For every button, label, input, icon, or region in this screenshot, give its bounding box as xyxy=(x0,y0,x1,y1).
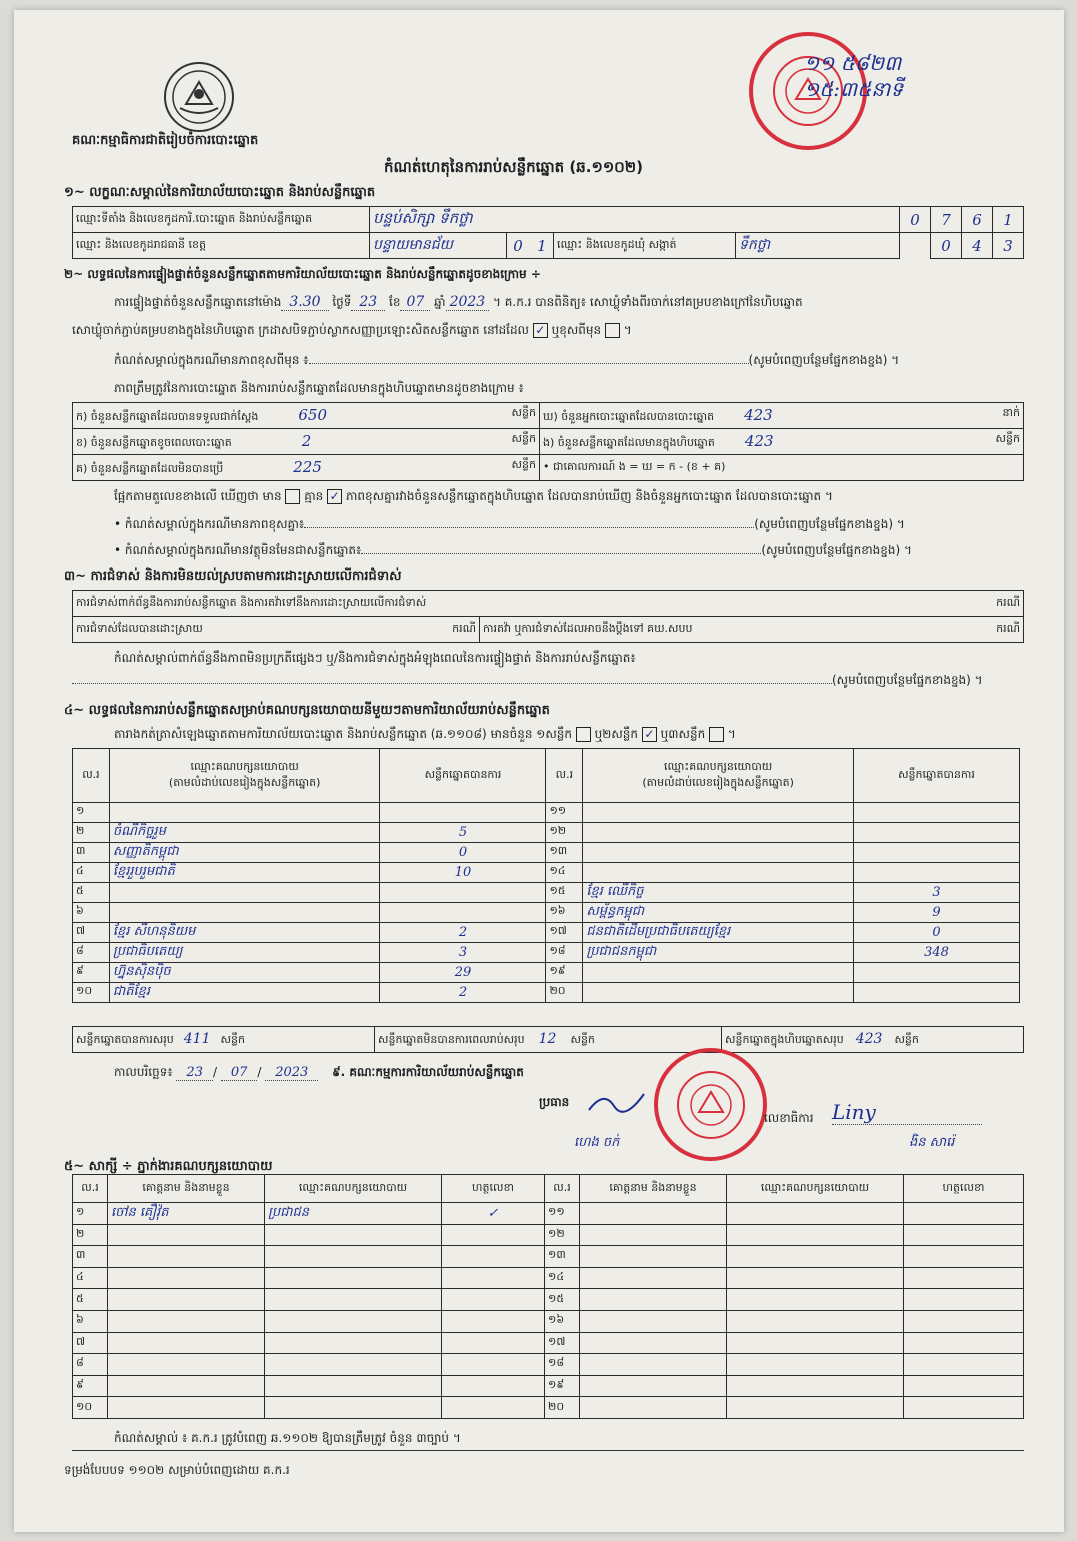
witness-signature xyxy=(904,1375,1024,1397)
witness-name xyxy=(108,1397,265,1419)
witness-party xyxy=(265,1289,442,1311)
col-name: គោត្តនាម និងនាមខ្លួន xyxy=(580,1175,727,1203)
has-difference-checkbox[interactable] xyxy=(285,489,300,504)
row-no: ១២ xyxy=(545,1224,580,1246)
witness-name xyxy=(580,1375,727,1397)
witness-row xyxy=(73,1332,1024,1354)
vote-count: 0 xyxy=(853,922,1019,942)
party-name: ហ្វ៊ុនស៊ិនប៉ិច xyxy=(109,962,380,982)
witness-signature xyxy=(904,1246,1024,1268)
row-spoiled: ខ) ចំនួនសន្លឹកឆ្នោតខូចពេលបោះឆ្នោត 2 សន្លឹក xyxy=(73,429,540,455)
party-name xyxy=(583,862,854,882)
section5-heading: ៥~ សាក្សី ÷ ភ្នាក់ងារគណបក្សនយោបាយ xyxy=(64,1159,273,1174)
received-value: 650 xyxy=(298,405,327,424)
witness-row xyxy=(73,1224,1024,1246)
row-no: ១៤ xyxy=(545,1267,580,1289)
spoiled-value: 2 xyxy=(301,431,312,450)
row-no: ១៣ xyxy=(546,842,583,862)
witness-signature xyxy=(442,1224,545,1246)
month-value: 07 xyxy=(400,294,430,311)
form-footer: ទម្រង់បែបបទ ១១០២ សម្រាប់បំពេញដោយ គ.ក.រ xyxy=(64,1463,290,1477)
accuracy-intro: ភាពត្រឹមត្រូវនៃការបោះឆ្នោត និងការរាប់សន្លឹកឆ្នោតដែលមានក្នុងហិបឆ្នោតមានដូចខាងក្រោម ៖ xyxy=(114,381,524,395)
witness-party xyxy=(727,1310,904,1332)
witness-party xyxy=(265,1246,442,1268)
witness-name xyxy=(580,1289,727,1311)
col-votes: សន្លឹកឆ្នោតបានការ xyxy=(853,749,1019,803)
witness-party xyxy=(727,1332,904,1354)
results-row xyxy=(73,803,1020,823)
objection-table xyxy=(72,590,1024,643)
vote-count xyxy=(853,962,1019,982)
row-no: ១៩ xyxy=(546,962,583,982)
location-table xyxy=(72,206,1024,259)
party-name xyxy=(109,803,380,823)
vote-count: 10 xyxy=(380,862,546,882)
org-name: គណៈកម្មាធិការជាតិរៀបចំការបោះឆ្នោត xyxy=(72,133,259,148)
party-name: ខ្មែរ ឈើកិច្ច xyxy=(583,882,854,902)
one-sheet-checkbox[interactable] xyxy=(576,727,591,742)
day-value: 23 xyxy=(351,294,385,311)
verification-line-2: សោឃ្លុំចាក់ភ្ជាប់គម្របខាងក្នុងនៃហិបឆ្នោត ក្រដាសបិទភ្ជាប់ស្លាកសញ្ញាប្រឡោះសិតសន្លឹកឆ្នោត នៅដដែល ✓ ឬខុសពីមុន ។ xyxy=(72,323,632,337)
party-name xyxy=(583,962,854,982)
witness-signature xyxy=(442,1354,545,1376)
witness-signature xyxy=(904,1203,1024,1225)
witness-signature xyxy=(442,1375,545,1397)
witness-row xyxy=(73,1203,1024,1225)
section3-heading: ៣~ ការជំទាស់ និងការមិនយល់ស្របតាមការដោះស្រាយលើការជំទាស់ xyxy=(64,569,402,584)
bullet-foreign-object: • កំណត់សម្គាល់ក្នុងករណីមានវត្ថុមិនមែនជាសន្លឹកឆ្នោត៖ (សូមបំពេញបន្ថែមផ្នែកខាងខ្នង) ។ xyxy=(114,543,912,557)
secretary-label: លេខាធិការ xyxy=(764,1111,814,1125)
witness-party xyxy=(727,1375,904,1397)
objection-note-fill: (សូមបំពេញបន្ថែមផ្នែកខាងខ្នង) ។ xyxy=(72,672,1022,690)
footer-divider xyxy=(72,1450,1024,1451)
col-no: ល.រ xyxy=(73,749,110,803)
witness-party xyxy=(727,1267,904,1289)
party-name: ខ្មែរ សីហនុនិយម xyxy=(109,922,380,942)
witness-name: ចៅន គឿវ៉ុត xyxy=(108,1203,265,1225)
witness-signature xyxy=(904,1267,1024,1289)
vote-count xyxy=(853,803,1019,823)
total-valid: សន្លឹកឆ្នោតបានការសរុប 411 សន្លឹក xyxy=(73,1027,375,1053)
witness-signature xyxy=(904,1289,1024,1311)
witness-row xyxy=(73,1375,1024,1397)
vote-count: 29 xyxy=(380,962,546,982)
row-no: ៤ xyxy=(73,1267,108,1289)
witness-party xyxy=(727,1203,904,1225)
year-value: 2023 xyxy=(446,294,490,311)
vote-count xyxy=(380,803,546,823)
row-in-box: ង) ចំនួនសន្លឹកឆ្នោតដែលមានក្នុងហិបឆ្នោត 423 សន្លឹក xyxy=(540,429,1024,455)
party-name: សម្ព័ន្ធកម្ពុជា xyxy=(583,902,854,922)
vote-count: 5 xyxy=(380,822,546,842)
witness-signature xyxy=(442,1246,545,1268)
results-row xyxy=(73,922,1020,942)
witness-name xyxy=(108,1224,265,1246)
chair-name: ហេង ចក់ xyxy=(574,1135,620,1150)
vote-count: 348 xyxy=(853,942,1019,962)
col-sign: ហត្ថលេខា xyxy=(442,1175,545,1203)
witness-party xyxy=(265,1397,442,1419)
witness-party xyxy=(265,1224,442,1246)
total-invalid: សន្លឹកឆ្នោតមិនបានការពេលរាប់សរុប 12 សន្លឹក xyxy=(375,1027,722,1053)
col-party: ឈ្មោះគណបក្សនយោបាយ (តាមលំដាប់លេខរៀងក្នុងសន្លឹកឆ្នោត) xyxy=(109,749,380,803)
witness-row xyxy=(73,1397,1024,1419)
secretary-signature: Liny xyxy=(832,1100,982,1125)
witness-signature xyxy=(904,1397,1024,1419)
location-code-digit: 7 xyxy=(931,207,962,233)
party-name xyxy=(109,902,380,922)
location-code-digit: 0 xyxy=(900,207,931,233)
witness-row xyxy=(73,1310,1024,1332)
witness-name xyxy=(108,1375,265,1397)
total-valid-value: 411 xyxy=(183,1030,211,1047)
committee-stamp-icon xyxy=(654,1048,767,1161)
row-no: ១ xyxy=(73,803,110,823)
row-no: ១៨ xyxy=(545,1354,580,1376)
witness-row xyxy=(73,1289,1024,1311)
witness-signature xyxy=(904,1354,1024,1376)
row-no: ១២ xyxy=(546,822,583,842)
row-no: ៧ xyxy=(73,922,110,942)
results-row xyxy=(73,882,1020,902)
row-no: ១៧ xyxy=(546,922,583,942)
witness-party: ប្រជាជន xyxy=(265,1203,442,1225)
row-no: ៣ xyxy=(73,1246,108,1268)
different-checkbox[interactable] xyxy=(605,323,620,338)
secretary-name: ងិន សារ៉េ xyxy=(909,1135,955,1150)
row-no: ១៦ xyxy=(546,902,583,922)
results-row xyxy=(73,962,1020,982)
vote-count xyxy=(853,982,1019,1002)
no-difference-checkbox[interactable]: ✓ xyxy=(327,489,342,504)
col-party: ឈ្មោះគណបក្សនយោបាយ (តាមលំដាប់លេខរៀងក្នុងសន្លឹកឆ្នោត) xyxy=(583,749,854,803)
witness-signature xyxy=(442,1267,545,1289)
difference-note-line: កំណត់សម្គាល់ក្នុងករណីមានភាពខុសពីមុន ៖ (សូមបំពេញបន្ថែមផ្នែកខាងខ្នង) ។ xyxy=(114,353,900,367)
row-no: ៨ xyxy=(73,942,110,962)
row-no: ១៧ xyxy=(545,1332,580,1354)
witness-name xyxy=(108,1267,265,1289)
vote-count xyxy=(853,862,1019,882)
row-unused: គ) ចំនួនសន្លឹកឆ្នោតដែលមិនបានប្រើ 225 សន្លឹក xyxy=(73,455,540,481)
voters-value: 423 xyxy=(744,405,773,424)
unused-value: 225 xyxy=(293,457,322,476)
party-name: ខ្មែររួបរួមជាតិ xyxy=(109,862,380,882)
bullet-difference: • កំណត់សម្គាល់ក្នុងករណីមានភាពខុសគ្នា៖ (សូមបំពេញបន្ថែមផ្នែកខាងខ្នង) ។ xyxy=(114,517,905,531)
location-label: ឈ្មោះទីតាំង និងលេខកូដការិ.បោះឆ្នោត និងរាប់សន្លឹកឆ្នោត xyxy=(73,207,370,233)
witness-name xyxy=(108,1246,265,1268)
results-row xyxy=(73,862,1020,882)
commune-code-digit: 0 xyxy=(931,233,962,259)
witness-row xyxy=(73,1246,1024,1268)
witness-row xyxy=(73,1354,1024,1376)
row-no: ១៩ xyxy=(545,1375,580,1397)
party-name xyxy=(583,822,854,842)
results-row xyxy=(73,822,1020,842)
witness-signature xyxy=(904,1310,1024,1332)
vote-count: 2 xyxy=(380,982,546,1002)
witness-signature xyxy=(442,1310,545,1332)
witness-party xyxy=(727,1289,904,1311)
col-votes: សន្លឹកឆ្នោតបានការ xyxy=(380,749,546,803)
section4-heading: ៤~ លទ្ធផលនៃការរាប់សន្លឹកឆ្នោតសម្រាប់គណបក្សនយោបាយនីមួយៗតាមការិយាល័យរាប់សន្លឹកឆ្នោត xyxy=(64,703,550,718)
witness-name xyxy=(580,1310,727,1332)
row-no: ១១ xyxy=(545,1203,580,1225)
province-label: ឈ្មោះ និងលេខកូដរាជធានី ខេត្ត xyxy=(73,233,370,259)
row-received: ក) ចំនួនសន្លឹកឆ្នោតដែលបានទទួលជាក់ស្តែង 650 សន្លឹក xyxy=(73,403,540,429)
party-name xyxy=(583,842,854,862)
witness-name xyxy=(580,1267,727,1289)
row-no: ៩ xyxy=(73,1375,108,1397)
witness-signature xyxy=(442,1289,545,1311)
location-value: បន្ទប់សិក្សា ទឹកថ្លា xyxy=(370,207,900,233)
total-invalid-value: 12 xyxy=(538,1030,557,1047)
vote-count: 0 xyxy=(380,842,546,862)
witness-party xyxy=(265,1375,442,1397)
date-year: 2023 xyxy=(265,1065,318,1081)
row-no: ៩ xyxy=(73,962,110,982)
row-no: ៥ xyxy=(73,1289,108,1311)
witness-name xyxy=(108,1310,265,1332)
form-sheet xyxy=(14,10,1064,1532)
party-name: ជនជាតិដើមប្រជាធិបតេយ្យខ្មែរ xyxy=(583,922,854,942)
commune-code-digit: 4 xyxy=(962,233,993,259)
witness-signature xyxy=(904,1332,1024,1354)
witness-name xyxy=(108,1289,265,1311)
objection-resolved: ការជំទាស់ដែលបានដោះស្រាយ ករណី xyxy=(73,617,480,643)
chair-label: ប្រធាន xyxy=(539,1095,570,1109)
date-line: កាលបរិច្ឆេទ៖ 23 / 07 / 2023 ៩. គណៈកម្មការការិយាល័យរាប់សន្លឹកឆ្នោត xyxy=(114,1065,524,1080)
chair-signature-icon xyxy=(584,1086,654,1116)
date-day: 23 xyxy=(176,1065,213,1081)
row-no: ២០ xyxy=(546,982,583,1002)
results-row xyxy=(73,982,1020,1002)
row-no: ១៤ xyxy=(546,862,583,882)
col-no: ល.រ xyxy=(545,1175,580,1203)
vote-count: 3 xyxy=(853,882,1019,902)
commune-value: ទឹកថ្លា xyxy=(736,233,900,259)
tally-sheet-line: តារាងកត់ត្រាសំឡេងឆ្នោតតាមការិយាល័យបោះឆ្នោត និងរាប់សន្លឹកឆ្នោត (ឆ.១១០៨) មានចំនួន ១សន្លឹក ឬ២សន្លឹក ✓ ឬ៣សន្លឹក ។ xyxy=(114,727,736,741)
row-no: ៧ xyxy=(73,1332,108,1354)
two-sheet-checkbox[interactable]: ✓ xyxy=(642,727,657,742)
party-name xyxy=(109,882,380,902)
results-row xyxy=(73,842,1020,862)
objection-row-1: ការជំទាស់ពាក់ព័ន្ធនឹងការរាប់សន្លឹកឆ្នោត និងការតវ៉ាទៅនឹងការដោះស្រាយលើការជំទាស់ ករណី xyxy=(73,591,1024,617)
witness-party xyxy=(265,1354,442,1376)
witness-name xyxy=(580,1354,727,1376)
row-no: ៣ xyxy=(73,842,110,862)
row-voters: ឃ) ចំនួនអ្នកបោះឆ្នោតដែលបានបោះឆ្នោត 423 នាក់ xyxy=(540,403,1024,429)
col-no: ល.រ xyxy=(546,749,583,803)
party-name: ប្រជាជនកម្ពុជា xyxy=(583,942,854,962)
row-no: ១០ xyxy=(73,982,110,1002)
col-name: គោត្តនាម និងនាមខ្លួន xyxy=(108,1175,265,1203)
three-sheet-checkbox[interactable] xyxy=(709,727,724,742)
witness-name xyxy=(580,1246,727,1268)
col-sign: ហត្ថលេខា xyxy=(904,1175,1024,1203)
witness-party xyxy=(265,1267,442,1289)
row-no: ១៥ xyxy=(546,882,583,902)
row-no: ២ xyxy=(73,822,110,842)
province-value: បន្ទាយមានជ័យ xyxy=(370,233,507,259)
witness-row xyxy=(73,1267,1024,1289)
same-checkbox[interactable]: ✓ xyxy=(533,323,548,338)
row-no: ៥ xyxy=(73,882,110,902)
witness-signature xyxy=(442,1397,545,1419)
row-no: ១៦ xyxy=(545,1310,580,1332)
form-title: កំណត់ហេតុនៃការរាប់សន្លឹកឆ្នោត (ឆ.១១០២) xyxy=(384,158,644,176)
witness-name xyxy=(108,1354,265,1376)
witness-signature: ✓ xyxy=(442,1203,545,1225)
party-name: ចំណីកិច្ចរួម xyxy=(109,822,380,842)
row-formula: • ជាគោលការណ៍ ង = ឃ = ក - (ខ + គ) xyxy=(540,455,1024,481)
witness-name xyxy=(580,1397,727,1419)
vote-count xyxy=(853,842,1019,862)
time-value: 3.30 xyxy=(281,294,328,311)
total-in-box: សន្លឹកឆ្នោតក្នុងហិបឆ្នោតសរុប 423 សន្លឹក xyxy=(722,1027,1024,1053)
verification-line: ការផ្ទៀងផ្ទាត់ចំនួនសន្លឹកឆ្នោតនៅម៉ោង 3.30 ថ្ងៃទី 23 ខែ 07 ឆ្នាំ 2023 ។ គ.ក.រ បានពិនិត្យ៖ សោឃ្លុំទាំងពីរចាក់នៅគម្របខាងក្រៅនៃហិបឆ្នោត xyxy=(114,294,803,310)
witness-party xyxy=(265,1332,442,1354)
row-no: ១៥ xyxy=(545,1289,580,1311)
row-no: ៦ xyxy=(73,902,110,922)
footnote: កំណត់សម្គាល់ ៖ គ.ក.រ ត្រូវបំពេញ ឆ.១១០២ ឱ្យបានត្រឹមត្រូវ ចំនួន ៣ច្បាប់ ។ xyxy=(114,1431,461,1445)
witness-party xyxy=(727,1354,904,1376)
vote-count xyxy=(380,882,546,902)
col-party: ឈ្មោះគណបក្សនយោបាយ xyxy=(265,1175,442,1203)
witness-party xyxy=(265,1310,442,1332)
witness-name xyxy=(580,1224,727,1246)
section2-heading: ២~ លទ្ធផលនៃការផ្ទៀងផ្ទាត់ចំនួនសន្លឹកឆ្នោតតាមការិយាល័យបោះឆ្នោត និងរាប់សន្លឹកឆ្នោតដូចខាងក្រោម ÷ xyxy=(64,267,541,281)
section1-heading: ១~ លក្ខណៈសម្គាល់នៃការិយាល័យបោះឆ្នោត និងរាប់សន្លឹកឆ្នោត xyxy=(64,185,376,200)
row-no: ៦ xyxy=(73,1310,108,1332)
results-row xyxy=(73,902,1020,922)
row-no: ៨ xyxy=(73,1354,108,1376)
row-no: ១ xyxy=(73,1203,108,1225)
party-name xyxy=(583,803,854,823)
province-code: 0 1 xyxy=(507,233,554,259)
party-name: ជាតិខ្មែរ xyxy=(109,982,380,1002)
witness-name xyxy=(580,1332,727,1354)
date-month: 07 xyxy=(221,1065,258,1081)
objection-note: កំណត់សម្គាល់ពាក់ព័ន្ធនឹងភាពមិនប្រក្រតីផ្សេងៗ ឬ/និងការជំទាស់ក្នុងអំឡុងពេលនៃការផ្ទៀងផ្ទាត់ និងការរាប់សន្លឹកឆ្នោត៖ xyxy=(114,651,636,665)
commune-label: ឈ្មោះ និងលេខកូដឃុំ សង្កាត់ xyxy=(554,233,736,259)
col-no: ល.រ xyxy=(73,1175,108,1203)
vote-count: 2 xyxy=(380,922,546,942)
witness-party xyxy=(727,1397,904,1419)
witness-party xyxy=(727,1224,904,1246)
row-no: ១០ xyxy=(73,1397,108,1419)
party-name xyxy=(583,982,854,1002)
location-code-digit: 1 xyxy=(993,207,1024,233)
nec-emblem-icon xyxy=(164,62,234,132)
ballot-count-table xyxy=(72,402,1024,481)
witness-party xyxy=(727,1246,904,1268)
witness-name xyxy=(580,1203,727,1225)
results-row xyxy=(73,942,1020,962)
witness-signature xyxy=(442,1332,545,1354)
commune-code-digit: 3 xyxy=(993,233,1024,259)
row-no: ១៣ xyxy=(545,1246,580,1268)
party-name: សញ្ញាតិកម្ពុជា xyxy=(109,842,380,862)
location-code-digit: 6 xyxy=(962,207,993,233)
vote-count: 9 xyxy=(853,902,1019,922)
witness-name xyxy=(108,1332,265,1354)
in-box-value: 423 xyxy=(744,431,774,450)
vote-count xyxy=(853,822,1019,842)
objection-appeal: ការតវ៉ា ឬការជំទាស់ដែលអាចនឹងប្តឹងទៅ គឃ.សបប ករណី xyxy=(480,617,1024,643)
vote-count: 3 xyxy=(380,942,546,962)
total-in-box-value: 423 xyxy=(855,1030,883,1047)
witness-signature xyxy=(904,1224,1024,1246)
row-no: ១១ xyxy=(546,803,583,823)
col-party: ឈ្មោះគណបក្សនយោបាយ xyxy=(727,1175,904,1203)
vote-count xyxy=(380,902,546,922)
row-no: ១៨ xyxy=(546,942,583,962)
results-totals xyxy=(72,1026,1024,1053)
row-no: ២ xyxy=(73,1224,108,1246)
stamp-handwriting: ១១ ៥៨២៣ ១៥:៣៥នាទី xyxy=(804,51,904,101)
results-table xyxy=(72,748,1020,1003)
difference-check-line: ផ្អែកតាមតួលេខខាងលើ ឃើញថា មាន គ្មាន ✓ ភាពខុសគ្នារវាងចំនួនសន្លឹកឆ្នោតក្នុងហិបឆ្នោត ដែលបានរាប់ឃើញ និងចំនួនអ្នកបោះឆ្នោត ដែលបានបោះឆ្នោត ។ xyxy=(114,489,833,503)
witness-table xyxy=(72,1174,1024,1419)
row-no: ៤ xyxy=(73,862,110,882)
party-name: ប្រជាធិបតេយ្យ xyxy=(109,942,380,962)
row-no: ២០ xyxy=(545,1397,580,1419)
